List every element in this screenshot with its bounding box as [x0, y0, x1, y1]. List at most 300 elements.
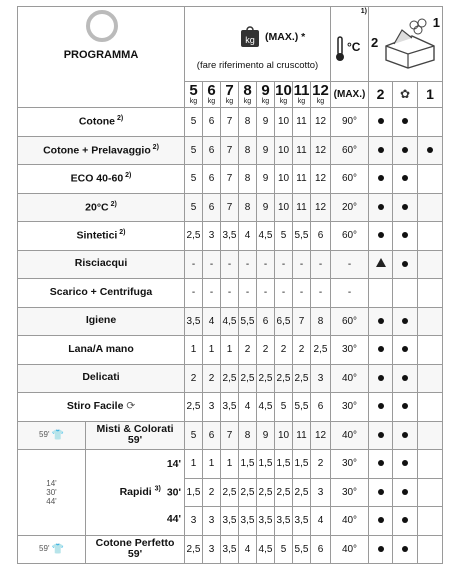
- program-name: Igiene: [85, 314, 117, 327]
- quick-time-label: 59': [39, 430, 50, 440]
- compartment-flower-cell: [393, 193, 418, 222]
- program-name-cell: [18, 307, 185, 336]
- load-value-cell: -: [221, 279, 239, 308]
- load-value-cell: -: [203, 279, 221, 308]
- compartment-2-cell: [369, 222, 393, 251]
- program-name: Misti & Colorati: [96, 422, 174, 435]
- program-row: [18, 307, 443, 336]
- load-value-cell: 2,5: [221, 478, 239, 507]
- program-icon-cell: [18, 535, 86, 564]
- compartment-2-cell: [369, 450, 393, 479]
- max-temp-cell: 60°: [331, 222, 369, 251]
- program-name: ECO 40-60: [70, 172, 124, 185]
- compartment-flower-cell: [393, 535, 418, 564]
- load-value-cell: 2: [257, 336, 275, 365]
- program-name: Sintetici: [76, 229, 118, 242]
- load-value-cell: 12: [311, 136, 331, 165]
- load-6-unit: kg: [207, 98, 216, 105]
- load-value-cell: 3,5: [221, 393, 239, 422]
- dot-mark: [378, 118, 384, 124]
- program-row: [18, 193, 443, 222]
- dot-mark: [378, 175, 384, 181]
- load-value-cell: 7: [221, 421, 239, 450]
- temp-note: 1): [360, 8, 367, 15]
- max-temp-cell: 40°: [331, 364, 369, 393]
- load-value-cell: 10: [275, 136, 293, 165]
- load-value-cell: 2,5: [275, 364, 293, 393]
- temp-header: [331, 7, 369, 82]
- load-value-cell: 9: [257, 165, 275, 194]
- load-value-cell: 3,5: [221, 222, 239, 251]
- load-value-cell: 2: [275, 336, 293, 365]
- temp-max-header: (MAX.): [331, 82, 369, 108]
- load-value-cell: 3,5: [257, 507, 275, 536]
- program-row: [18, 535, 443, 564]
- temp-unit: °C: [347, 40, 361, 54]
- load-value-cell: 10: [275, 165, 293, 194]
- rapidi-icon-cell: [18, 450, 86, 536]
- compartment-1-header: 1: [418, 82, 443, 108]
- program-name-cell: [18, 336, 185, 365]
- load-value-cell: 7: [221, 108, 239, 137]
- load-value-cell: 5: [275, 535, 293, 564]
- rapidi-icon-time: 44': [46, 496, 57, 506]
- load-value-cell: 11: [293, 108, 311, 137]
- program-name: 20°C: [85, 201, 109, 214]
- program-duration: 59': [127, 548, 143, 561]
- garment-icon: 👕: [51, 544, 64, 556]
- compartment-1-cell: [418, 535, 443, 564]
- load-value-cell: 2: [185, 364, 203, 393]
- rapidi-time: 44': [166, 513, 181, 526]
- compartment-2-cell: [369, 336, 393, 365]
- load-value-cell: -: [275, 250, 293, 279]
- load-value-cell: 6: [257, 307, 275, 336]
- load-value-cell: 2,5: [311, 336, 331, 365]
- dot-mark: [402, 517, 408, 523]
- compartment-2-cell: [369, 193, 393, 222]
- load-value-cell: 3,5: [275, 507, 293, 536]
- load-value-cell: 11: [293, 136, 311, 165]
- dot-mark: [402, 346, 408, 352]
- compartment-1-cell: [418, 307, 443, 336]
- load-value-cell: 3: [203, 507, 221, 536]
- compartment-1-cell: [418, 421, 443, 450]
- load-value-cell: 9: [257, 421, 275, 450]
- program-name-cell: [86, 535, 185, 564]
- load-value-cell: 2,5: [239, 478, 257, 507]
- load-value-cell: 8: [239, 193, 257, 222]
- compartment-1-cell: [418, 136, 443, 165]
- program-note: 2): [150, 143, 159, 151]
- max-temp-cell: 30°: [331, 478, 369, 507]
- load-value-cell: -: [185, 250, 203, 279]
- program-name: Scarico + Centrifuga: [49, 285, 153, 298]
- dispenser-label-2: 2: [371, 35, 379, 50]
- load-value-cell: -: [293, 250, 311, 279]
- program-name: Cotone Perfetto: [95, 536, 175, 549]
- max-temp-cell: 90°: [331, 108, 369, 137]
- load-12-header: [311, 82, 331, 108]
- rapidi-row: [18, 450, 443, 479]
- load-value-cell: 5: [185, 421, 203, 450]
- quick-time-label: 59': [39, 544, 50, 554]
- program-row: [18, 364, 443, 393]
- load-value-cell: -: [311, 250, 331, 279]
- compartment-flower-cell: [393, 478, 418, 507]
- load-value-cell: -: [203, 250, 221, 279]
- weight-kg-icon: [239, 26, 261, 48]
- load-value-cell: 3,5: [221, 535, 239, 564]
- load-value-cell: 2,5: [239, 364, 257, 393]
- dot-mark: [378, 403, 384, 409]
- dot-mark: [402, 460, 408, 466]
- load-value-cell: 8: [239, 136, 257, 165]
- dot-mark: [378, 460, 384, 466]
- program-row: [18, 279, 443, 308]
- load-value-cell: 3: [311, 364, 331, 393]
- dot-mark: [402, 546, 408, 552]
- dot-mark: [402, 375, 408, 381]
- rapidi-line: [86, 514, 184, 526]
- program-name: Cotone + Prelavaggio: [43, 144, 151, 157]
- compartment-2-cell: [369, 108, 393, 137]
- load-9-unit: kg: [261, 98, 270, 105]
- load-value-cell: 2,5: [221, 364, 239, 393]
- load-value-cell: 1,5: [257, 450, 275, 479]
- load-value-cell: 5,5: [293, 393, 311, 422]
- load-value-cell: 12: [311, 165, 331, 194]
- load-value-cell: 2: [203, 364, 221, 393]
- programma-header-cell: [18, 7, 185, 108]
- load-value-cell: 4,5: [257, 222, 275, 251]
- load-value-cell: 1,5: [185, 478, 203, 507]
- load-value-cell: -: [275, 279, 293, 308]
- load-value-cell: 9: [257, 136, 275, 165]
- easy-iron-icon: ⟳: [123, 399, 136, 412]
- load-value-cell: -: [311, 279, 331, 308]
- compartment-flower-cell: [393, 307, 418, 336]
- dot-mark: [378, 232, 384, 238]
- load-value-cell: 4: [203, 307, 221, 336]
- program-name: Lana/A mano: [68, 342, 134, 355]
- compartment-2-cell: [369, 279, 393, 308]
- dot-mark: [402, 175, 408, 181]
- compartment-2-header: 2: [369, 82, 393, 108]
- load-value-cell: 6: [203, 165, 221, 194]
- program-duration: 59': [127, 434, 143, 447]
- detergent-drawer-icon: [382, 16, 438, 70]
- load-value-cell: 4: [311, 507, 331, 536]
- max-temp-cell: 60°: [331, 307, 369, 336]
- compartment-2-cell: [369, 421, 393, 450]
- dot-mark: [402, 489, 408, 495]
- compartment-2-cell: [369, 250, 393, 279]
- load-value-cell: 1: [203, 450, 221, 479]
- load-value-cell: 5,5: [293, 222, 311, 251]
- max-temp-cell: 40°: [331, 421, 369, 450]
- dot-mark: [427, 147, 433, 153]
- compartment-2-cell: [369, 136, 393, 165]
- load-8-unit: kg: [243, 98, 252, 105]
- load-value-cell: 1,5: [239, 450, 257, 479]
- rapidi-line: [86, 486, 184, 499]
- load-10-header: [275, 82, 293, 108]
- program-name-cell: [18, 165, 185, 194]
- program-note: 2): [123, 172, 132, 180]
- dispenser-header: [369, 7, 443, 82]
- max-temp-cell: 60°: [331, 136, 369, 165]
- rapidi-time: 30': [166, 486, 181, 499]
- load-value-cell: 9: [257, 108, 275, 137]
- dot-mark: [378, 375, 384, 381]
- load-value-cell: 11: [293, 193, 311, 222]
- load-value-cell: 8: [239, 165, 257, 194]
- load-value-cell: 3: [203, 222, 221, 251]
- compartment-flower-cell: [393, 450, 418, 479]
- dot-mark: [402, 232, 408, 238]
- load-value-cell: 7: [221, 193, 239, 222]
- load-value-cell: 8: [311, 307, 331, 336]
- compartment-1-cell: [418, 250, 443, 279]
- load-8-header: [239, 82, 257, 108]
- load-11-unit: kg: [297, 98, 306, 105]
- dispenser-label-1: 1: [432, 15, 440, 30]
- compartment-1-cell: [418, 478, 443, 507]
- load-value-cell: 1,5: [275, 450, 293, 479]
- program-row: [18, 421, 443, 450]
- dot-mark: [402, 118, 408, 124]
- load-value-cell: 1: [185, 450, 203, 479]
- compartment-2-cell: [369, 165, 393, 194]
- program-name-cell: [18, 108, 185, 137]
- load-value-cell: 2: [293, 336, 311, 365]
- load-value-cell: 1: [185, 336, 203, 365]
- load-value-cell: 2,5: [257, 478, 275, 507]
- load-value-cell: -: [293, 279, 311, 308]
- load-value-cell: 3: [185, 507, 203, 536]
- dot-mark: [402, 403, 408, 409]
- compartment-2-cell: [369, 507, 393, 536]
- thermometer-icon: [335, 36, 345, 62]
- load-value-cell: 4,5: [221, 307, 239, 336]
- max-temp-cell: 40°: [331, 507, 369, 536]
- program-name-cell: [18, 250, 185, 279]
- load-value-cell: 4,5: [257, 535, 275, 564]
- load-value-cell: 11: [293, 165, 311, 194]
- load-value-cell: -: [185, 279, 203, 308]
- load-value-cell: 3,5: [239, 507, 257, 536]
- load-value-cell: 6: [203, 108, 221, 137]
- program-dial-icon: [85, 9, 119, 43]
- dot-mark: [378, 546, 384, 552]
- load-value-cell: 11: [293, 421, 311, 450]
- max-temp-cell: 30°: [331, 450, 369, 479]
- compartment-2-cell: [369, 364, 393, 393]
- program-name-cell: [86, 421, 185, 450]
- rapidi-icon-time: 30': [46, 487, 57, 497]
- load-value-cell: 10: [275, 421, 293, 450]
- program-row: [18, 136, 443, 165]
- load-value-cell: 3,5: [185, 307, 203, 336]
- max-load-header: [185, 7, 331, 82]
- load-value-cell: 5,5: [293, 535, 311, 564]
- compartment-flower-cell: [393, 136, 418, 165]
- load-5-header: [185, 82, 203, 108]
- dot-mark: [378, 432, 384, 438]
- compartment-flower-cell: [393, 222, 418, 251]
- program-note: 2): [108, 200, 117, 208]
- load-value-cell: 6: [203, 136, 221, 165]
- dot-mark: [378, 204, 384, 210]
- load-8-value: 8: [243, 82, 252, 99]
- load-9-value: 9: [261, 82, 270, 99]
- program-row: [18, 393, 443, 422]
- dot-mark: [402, 147, 408, 153]
- load-value-cell: 4: [239, 393, 257, 422]
- max-star-label: (MAX.) *: [265, 31, 306, 43]
- load-value-cell: 1: [221, 336, 239, 365]
- dot-mark: [378, 318, 384, 324]
- compartment-flower-cell: [393, 393, 418, 422]
- load-value-cell: 6: [311, 535, 331, 564]
- rapidi-name: Rapidi $^{3)}$: [119, 485, 161, 499]
- reference-note: (fare riferimento al cruscotto): [196, 60, 319, 71]
- load-value-cell: 1,5: [293, 450, 311, 479]
- program-row: [18, 222, 443, 251]
- load-value-cell: 6: [311, 222, 331, 251]
- compartment-1-cell: [418, 364, 443, 393]
- compartment-1-cell: [418, 393, 443, 422]
- load-9-header: [257, 82, 275, 108]
- max-temp-cell: 20°: [331, 193, 369, 222]
- load-value-cell: 8: [239, 421, 257, 450]
- load-value-cell: 4: [239, 535, 257, 564]
- load-value-cell: 2,5: [257, 364, 275, 393]
- load-value-cell: 7: [221, 136, 239, 165]
- max-temp-cell: 40°: [331, 535, 369, 564]
- compartment-flower-cell: [393, 364, 418, 393]
- program-name: Risciacqui: [74, 257, 128, 270]
- max-temp-cell: 30°: [331, 393, 369, 422]
- table-body: [18, 108, 443, 564]
- program-note: 2): [117, 229, 126, 237]
- load-value-cell: -: [239, 250, 257, 279]
- load-value-cell: 5: [185, 108, 203, 137]
- program-name: Stiro Facile: [66, 399, 124, 412]
- dot-mark: [378, 517, 384, 523]
- load-value-cell: 3: [203, 393, 221, 422]
- load-5-unit: kg: [189, 98, 198, 105]
- rapidi-time: 14': [166, 457, 181, 470]
- load-value-cell: 6: [311, 393, 331, 422]
- program-row: [18, 336, 443, 365]
- load-value-cell: 9: [257, 193, 275, 222]
- compartment-flower-header: [393, 82, 418, 108]
- kg-icon-text: kg: [245, 35, 255, 45]
- load-value-cell: -: [221, 250, 239, 279]
- dot-mark: [402, 204, 408, 210]
- load-5-value: 5: [189, 82, 198, 99]
- load-value-cell: 2,5: [293, 364, 311, 393]
- load-value-cell: 5: [185, 136, 203, 165]
- rapidi-name-stack: [86, 451, 184, 533]
- program-row: [18, 108, 443, 137]
- load-value-cell: 4,5: [257, 393, 275, 422]
- load-value-cell: 12: [311, 108, 331, 137]
- program-note: 2): [115, 115, 124, 123]
- program-icon-cell: [18, 421, 86, 450]
- load-value-cell: 5: [275, 393, 293, 422]
- program-name-cell: [18, 393, 185, 422]
- load-value-cell: 3: [311, 478, 331, 507]
- program-name: Cotone: [78, 115, 115, 128]
- load-12-value: 12: [312, 82, 329, 99]
- load-value-cell: 6: [203, 193, 221, 222]
- load-6-value: 6: [207, 82, 216, 99]
- compartment-2-cell: [369, 478, 393, 507]
- load-value-cell: 8: [239, 108, 257, 137]
- load-value-cell: 2,5: [185, 222, 203, 251]
- max-temp-cell: 30°: [331, 336, 369, 365]
- triangle-mark: [376, 258, 386, 267]
- load-12-unit: kg: [316, 98, 325, 105]
- program-name: Delicati: [82, 371, 120, 384]
- program-name-cell: [18, 364, 185, 393]
- load-value-cell: 6: [203, 421, 221, 450]
- load-value-cell: 2: [203, 478, 221, 507]
- load-value-cell: 5: [185, 165, 203, 194]
- compartment-1-cell: [418, 165, 443, 194]
- load-6-header: [203, 82, 221, 108]
- dot-mark: [378, 489, 384, 495]
- load-value-cell: 2,5: [293, 478, 311, 507]
- load-value-cell: 5: [185, 193, 203, 222]
- load-value-cell: 12: [311, 193, 331, 222]
- compartment-2-cell: [369, 535, 393, 564]
- rapidi-note: 3): [154, 485, 161, 493]
- dot-mark: [402, 432, 408, 438]
- max-temp-cell: 60°: [331, 165, 369, 194]
- wash-program-table: [17, 6, 443, 564]
- quick-time-icon: [39, 544, 64, 555]
- compartment-flower-cell: [393, 108, 418, 137]
- load-value-cell: 4: [239, 222, 257, 251]
- garment-icon: 👕: [51, 430, 64, 442]
- load-value-cell: 6,5: [275, 307, 293, 336]
- load-value-cell: 2,5: [185, 535, 203, 564]
- load-value-cell: 2,5: [275, 478, 293, 507]
- compartment-1-cell: [418, 450, 443, 479]
- load-value-cell: -: [257, 279, 275, 308]
- load-value-cell: 2: [311, 450, 331, 479]
- rapidi-name-cell: [86, 450, 185, 536]
- compartment-flower-cell: [393, 250, 418, 279]
- load-value-cell: 3,5: [293, 507, 311, 536]
- compartment-flower-cell: [393, 279, 418, 308]
- load-value-cell: 10: [275, 108, 293, 137]
- load-value-cell: 1: [203, 336, 221, 365]
- compartment-2-cell: [369, 307, 393, 336]
- load-value-cell: 2,5: [185, 393, 203, 422]
- load-value-cell: 3,5: [221, 507, 239, 536]
- compartment-flower-cell: [393, 336, 418, 365]
- quick-time-icon: [39, 430, 64, 441]
- load-value-cell: 12: [311, 421, 331, 450]
- load-10-unit: kg: [279, 98, 288, 105]
- rapidi-icon: [18, 479, 85, 506]
- load-value-cell: -: [239, 279, 257, 308]
